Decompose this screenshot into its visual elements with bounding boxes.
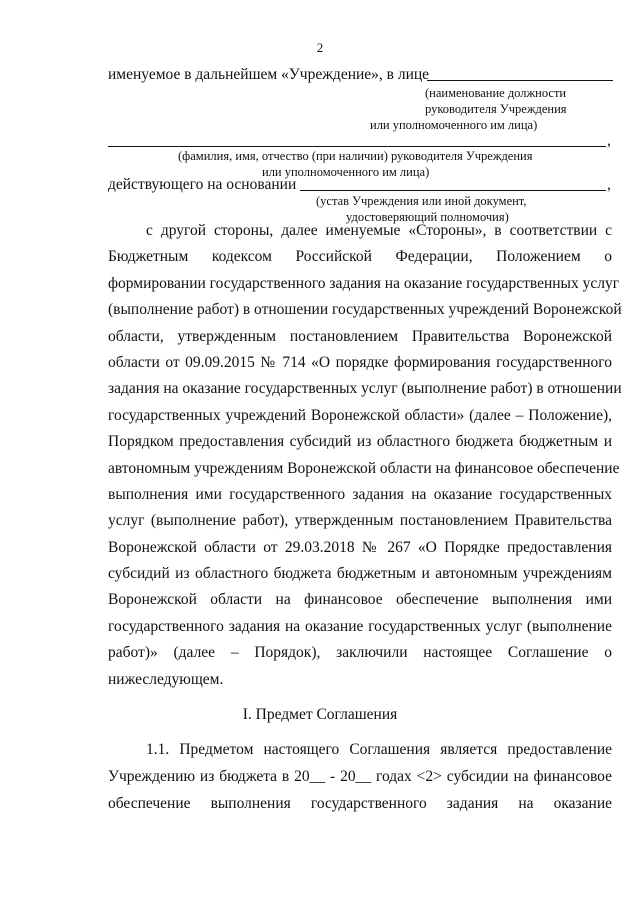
paragraph-line: работ)» (далее – Порядок), заключили настоящее Соглашение о: [108, 644, 612, 662]
fullname-blank-line: [108, 146, 606, 147]
caption-basis-2: удостоверяющий полномочия): [346, 210, 509, 224]
paragraph-line: области, утвержденным постановлением Правительства Воронежской: [108, 327, 612, 345]
paragraph-line: Бюджетным кодексом Российской Федерации, Положением о: [108, 248, 612, 266]
section-heading: I. Предмет Соглашения: [242, 706, 398, 723]
caption-basis-1: (устав Учреждения или иной документ,: [316, 194, 527, 208]
caption-position-3: или уполномоченного им лица): [370, 118, 538, 132]
paragraph-line: услуг (выполнение работ), утвержденным постановлением Правительства: [108, 512, 612, 530]
basis-line-text: действующего на основании: [108, 176, 297, 193]
clause-line: Учреждению из бюджета в 20__ - 20__ годах <2> субсидии на финансовое: [108, 768, 612, 785]
header-line-1: [108, 66, 429, 84]
caption-position-2: руководителя Учреждения: [425, 102, 567, 116]
fullname-line-end: ,: [607, 132, 611, 149]
caption-fullname-1: (фамилия, имя, отчество (при наличии) руководителя Учреждения: [178, 149, 533, 163]
paragraph-line: субсидий из областного бюджета бюджетным и автономным учреждениям: [108, 565, 612, 583]
paragraph-line: Воронежской области на финансовое обеспечение выполнения ими: [108, 591, 612, 609]
paragraph-line: выполнения ими государственного задания на оказание государственных: [108, 485, 612, 503]
clause-line: обеспечение выполнения государственного задания на оказание: [108, 795, 612, 812]
paragraph-line: Воронежской области от 29.03.2018 № 267 «О Порядке предоставления: [108, 538, 612, 556]
basis-line-end: ,: [607, 176, 611, 193]
paragraph-line: (выполнение работ) в отношении государственных учреждений Воронежской: [108, 301, 622, 319]
paragraph-line: области от 09.09.2015 № 714 «О порядке формирования государственного: [108, 353, 612, 371]
header-line-1-text: именуемое в дальнейшем «Учреждение», в лице: [108, 66, 430, 83]
caption-position-1: (наименование должности: [425, 86, 567, 100]
clause-1-1: [108, 736, 612, 817]
paragraph-line: Порядком предоставления субсидий из областного бюджета бюджетным и: [108, 433, 612, 451]
position-blank-line: [427, 80, 613, 81]
paragraph-line: государственного задания на оказание государственных услуг (выполнение: [108, 617, 612, 635]
page-number: 2: [316, 40, 324, 55]
basis-blank-line: [300, 190, 606, 191]
main-paragraph: [108, 218, 622, 693]
caption-fullname-2: или уполномоченного им лица): [262, 165, 430, 179]
paragraph-line: с другой стороны, далее именуемые «Стороны», в соответствии с: [146, 222, 612, 239]
clause-line: 1.1. Предметом настоящего Соглашения является предоставление: [146, 741, 612, 758]
paragraph-line: задания на оказание государственных услуг (выполнение работ) в отношении: [108, 380, 622, 398]
paragraph-line: автономным учреждениям Воронежской области на финансовое обеспечение: [108, 459, 620, 477]
paragraph-line: нижеследующем.: [108, 670, 224, 688]
paragraph-line: государственных учреждений Воронежской области» (далее – Положение),: [108, 406, 612, 424]
paragraph-line: формировании государственного задания на оказание государственных услуг: [108, 274, 620, 292]
